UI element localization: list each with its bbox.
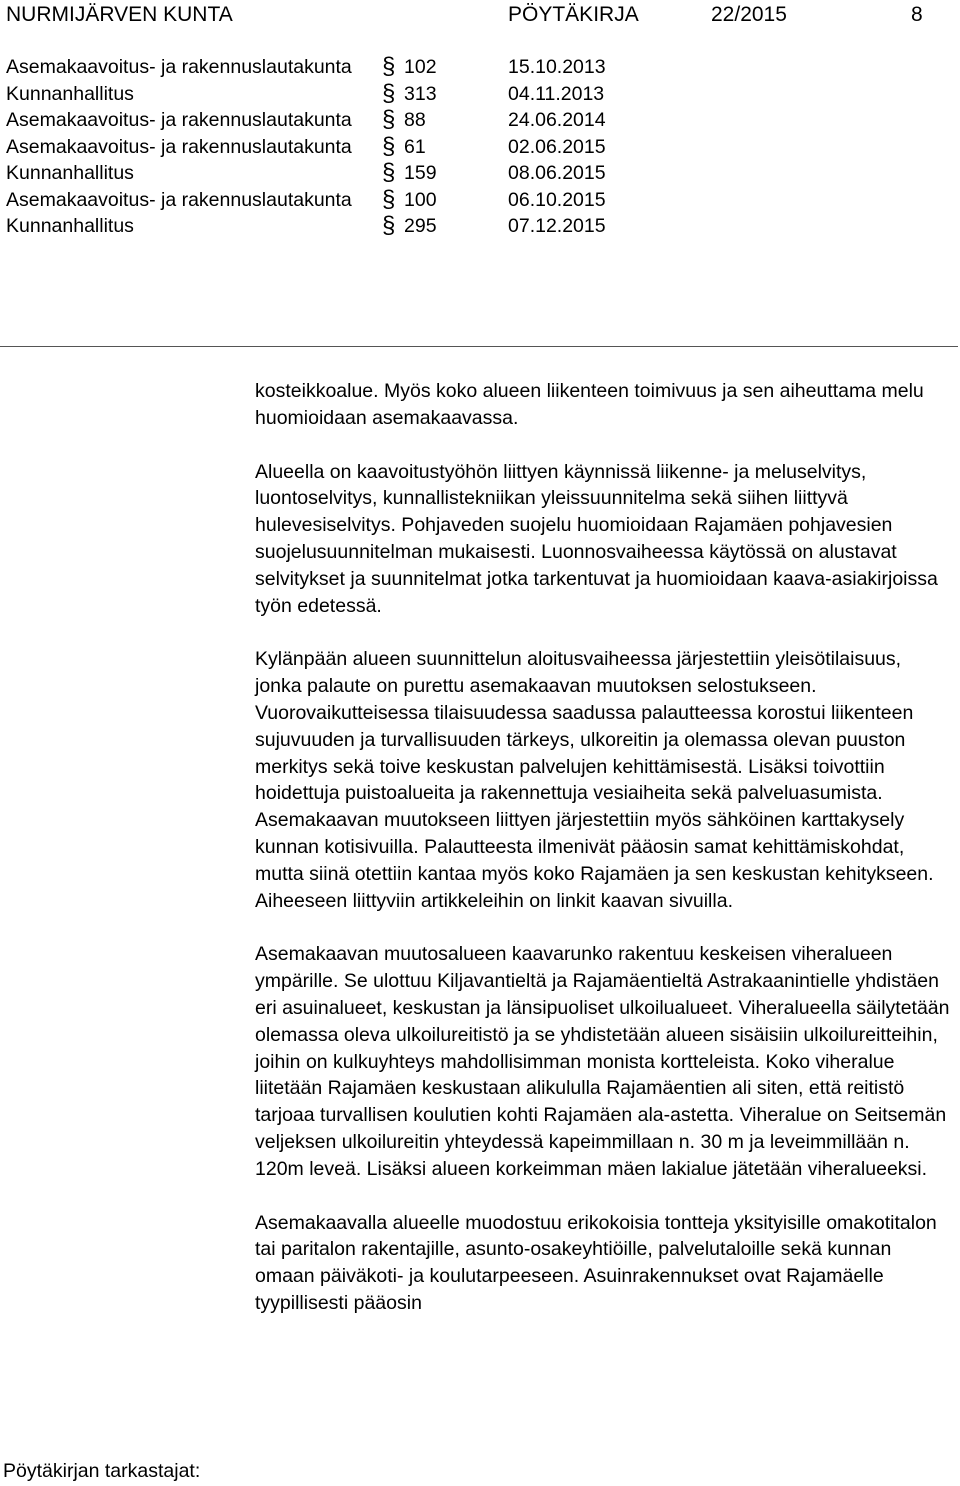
paragraph: Alueella on kaavoitustyöhön liittyen käynnissä liikenne- ja meluselvitys, luontoselvitys, kunnallistekniikan yleissuunnitelma sekä siihen liittyvä hulevesiselvitys. Pohjaveden suojelu huomioidaan Rajamäen pohjavesien suojelusuunnitelman mukaisesti. Luonnosvaiheessa käytössä on alustavat selvitykset ja suunnitelmat jotka tarkentuvat ja huomioidaan kaava-asiakirjoissa työn edetessä. — [255, 460, 938, 617]
history-number: 295 — [404, 215, 437, 237]
reviewers-label: Pöytäkirjan tarkastajat: — [3, 1460, 201, 1482]
section-sign: § — [382, 79, 396, 107]
history-date: 06.10.2015 — [508, 188, 606, 211]
history-row — [0, 187, 960, 214]
history-date: 02.06.2015 — [508, 135, 606, 158]
history-number: 88 — [404, 109, 426, 131]
history-body: Asemakaavoitus- ja rakennuslautakunta — [6, 188, 352, 211]
history-number: 102 — [404, 56, 437, 78]
organization-name: NURMIJÄRVEN KUNTA — [6, 3, 233, 26]
section-sign: § — [382, 132, 396, 160]
history-row — [0, 81, 960, 108]
history-row — [0, 107, 960, 134]
history-date: 07.12.2015 — [508, 215, 606, 237]
history-number: 313 — [404, 82, 437, 105]
history-date: 04.11.2013 — [508, 82, 605, 105]
section-divider — [0, 346, 958, 347]
section-sign: § — [382, 159, 396, 186]
section-sign: § — [382, 185, 396, 213]
history-date: 08.06.2015 — [508, 162, 606, 184]
meeting-history-table — [0, 54, 960, 240]
history-row — [0, 54, 960, 81]
history-date: 15.10.2013 — [508, 56, 606, 78]
history-body: Asemakaavoitus- ja rakennuslautakunta — [6, 56, 352, 78]
history-row — [0, 160, 960, 187]
history-number: 100 — [404, 188, 437, 211]
section-sign: § — [382, 212, 396, 239]
paragraph: Kylänpään alueen suunnittelun aloitusvaiheessa järjestettiin yleisötilaisuus, jonka palaute on purettu asemakaavan muutoksen selostukseen. Vuorovaikutteisessa tilaisuudessa saadussa palautteessa korostui liikenteen sujuvuuden ja turvallisuuden tärkeys, ulkoreitin ja olemassa olevan puuston merkitys sekä toive keskustan palvelujen kehittämisestä. Lisäksi toivottiin hoidettuja puistoalueita ja rakennettuja vesiaiheita sekä palveluasumista. Asemakaavan muutokseen liittyen järjestettiin myös sähköinen karttakysely kunnan kotisivuilla. Palautteesta ilmenivät pääosin samat kehittämiskohdat, mutta siinä otettiin kantaa myös koko Rajamäen ja sen keskustan kehitykseen. Aiheeseen liittyviin artikkeleihin on linkit kaavan sivuilla. — [255, 648, 934, 912]
history-row — [0, 213, 960, 240]
history-body: Kunnanhallitus — [6, 215, 134, 237]
history-body: Asemakaavoitus- ja rakennuslautakunta — [6, 135, 352, 158]
history-date: 24.06.2014 — [508, 109, 606, 131]
document-type: PÖYTÄKIRJA — [508, 3, 639, 26]
paragraph: Asemakaavan muutosalueen kaavarunko rakentuu keskeisen viheralueen ympärille. Se ulottuu Kiljavantieltä ja Rajamäentieltä Astrakaanintielle yhdistäen eri asuinalueet, keskustan ja länsipuoliset ulkoilualueet. Viheralueella säilytetään olemassa oleva ulkoilureitistö ja se yhdistetään alueen sisäisiin ulkoilureitteihin, joihin on kulkuyhteys mahdollisimman monista kortteleista. Koko viheralue liitetään Rajamäen keskustaan alikululla Rajamäentien ali siten, että reitistö tarjoaa turvallisen koulutien kohti Rajamäen ala-astetta. Viheralue on Seitsemän veljeksen ulkoilureitin yhteydessä kapeimmillaan n. 30 m ja leveimmillään n. 120m leveä. Lisäksi alueen korkeimman mäen lakialue jätetään viheralueeksi. — [255, 943, 950, 1180]
paragraph: Asemakaavalla alueelle muodostuu erikokoisia tontteja yksityisille omakotitalon tai paritalon rakentajille, asunto-osakeyhtiöille, palvelutaloille sekä kunnan omaan päiväkoti- ja koulutarpeeseen. Asuinrakennukset ovat Rajamäelle tyypillisesti pääosin — [255, 1211, 937, 1314]
page-number: 8 — [911, 3, 923, 26]
history-body: Asemakaavoitus- ja rakennuslautakunta — [6, 109, 352, 131]
history-body: Kunnanhallitus — [6, 82, 134, 105]
document-number: 22/2015 — [711, 3, 787, 26]
history-number: 159 — [404, 162, 437, 184]
history-number: 61 — [404, 135, 426, 158]
paragraph: kosteikkoalue. Myös koko alueen liikenteen toimivuus ja sen aiheuttama melu huomioidaan asemakaavassa. — [255, 380, 924, 429]
section-sign: § — [382, 106, 396, 133]
history-body: Kunnanhallitus — [6, 162, 134, 184]
history-row — [0, 134, 960, 161]
page-header — [0, 0, 960, 28]
section-sign: § — [382, 53, 396, 80]
main-text — [255, 378, 950, 1344]
